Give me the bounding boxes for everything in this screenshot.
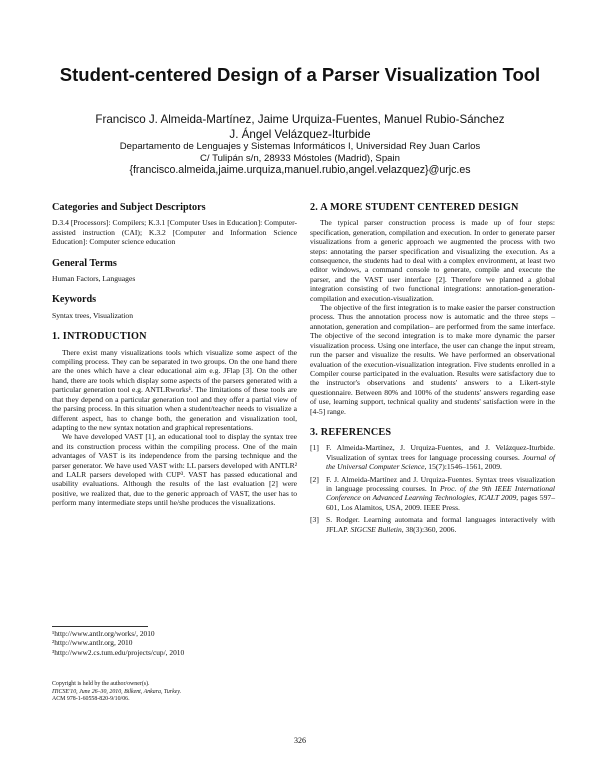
references-section <box>310 428 555 534</box>
conference-line: ITiCSE'10, June 26–30, 2010, Bilkent, Ankara, Turkey. <box>52 688 182 695</box>
reference-venue: SIGCSE Bulletin <box>350 524 402 534</box>
introduction-paragraph-2: We have developed VAST [1], an educational tool to display the syntax tree and its construction process within the compiling process. One of the main advantages of VAST is its independence from the parsing technique and the parser generator. We have used VAST with: LL parsers developed with ANTLR² and LALR parsers developed with CUP³. VAST has passed educational and usability evaluations. Although the results of the last evaluation [2] were positive, we realized that, due to the generic approach of VAST, the user has to perform many intermediate steps until he/she produces the visualizations. <box>52 432 297 508</box>
footnote: ²http://www.antlr.org, 2010 <box>52 638 133 648</box>
reference-number: [2] <box>310 474 319 484</box>
introduction-section <box>52 332 297 507</box>
general-terms-section <box>52 259 297 284</box>
reference-list <box>310 443 555 534</box>
page-number: 326 <box>294 736 306 745</box>
categories-heading: Categories and Subject Descriptors <box>52 202 206 213</box>
reference-text: S. Rodger. Learning automata and formal languages interactively with JFLAP. <box>326 515 555 534</box>
isbn-line: ACM 978-1-60558-820-9/10/06. <box>52 696 130 703</box>
author-list <box>40 112 560 142</box>
reference-text: F. Almeida-Martínez, J. Urquiza-Fuentes, and J. Velázquez-Iturbide. Visualization of syntax trees for language processing courses. <box>326 443 555 462</box>
reference-tail: , 38(3):360, 2006. <box>401 524 457 534</box>
general-terms-heading: General Terms <box>52 257 117 269</box>
left-column <box>52 203 297 508</box>
copyright-line: Copyright is held by the author/owner(s). <box>52 681 150 687</box>
section-2 <box>310 203 555 416</box>
right-column <box>310 203 555 537</box>
footnote: ¹http://www.antlr.org/works/, 2010 <box>52 629 155 638</box>
keywords-section <box>52 295 297 320</box>
reference-item <box>310 475 555 513</box>
general-terms-text: Human Factors, Languages <box>52 274 136 284</box>
copyright-notice <box>52 681 297 704</box>
footnotes <box>52 626 297 657</box>
authors-line-2: J. Ángel Velázquez-Iturbide <box>229 128 371 141</box>
footnote-rule <box>52 626 148 627</box>
section-2-heading: 2. A MORE STUDENT CENTERED DESIGN <box>310 202 519 213</box>
reference-item <box>310 443 555 471</box>
references-heading: 3. REFERENCES <box>310 426 392 438</box>
reference-number: [3] <box>310 515 319 525</box>
affiliation-line-1: Departamento de Lenguajes y Sistemas Informáticos I, Universidad Rey Juan Carlos <box>119 141 481 152</box>
reference-venue: Journal of the Universal Computer Science <box>326 452 555 472</box>
introduction-paragraph-1: There exist many visualizations tools which visualize some aspect of the compiling process. They can be separated in two groups. On the one hand there are the ones which have a clear educational aim e.g. JFlap [3]. On the other hand, there are tools which display some aspects of the parsers generated with a particular generation tool e.g. ANTLRworks¹. The limitations of these tools are that they depend on a particular generation tool and they offer a partial view of the parsing process. In this situation when a student/teacher needs to visualize a different aspect, has to change both, the generation and visualization tool, adapting to the new syntax notation and graphical representations. <box>52 347 297 432</box>
paper-title: Student-centered Design of a Parser Visualization Tool <box>59 64 541 85</box>
author-emails: {francisco.almeida,jaime.urquiza,manuel.rubio,angel.velazquez}@urjc.es <box>129 164 471 176</box>
introduction-heading: 1. INTRODUCTION <box>52 331 147 343</box>
reference-text: F. J. Almeida-Martínez and J. Urquiza-Fuentes. Syntax trees visualization in language processing courses. In <box>326 474 555 493</box>
reference-tail: , 15(7):1546–1561, 2009. <box>424 462 502 472</box>
reference-venue: Proc. of the 9th IEEE International Conference on Advanced Learning Technologies, ICALT 2009 <box>326 483 555 503</box>
reference-item <box>310 515 555 534</box>
affiliation-line-2: C/ Tulipán s/n, 28933 Móstoles (Madrid), Spain <box>200 152 400 164</box>
keywords-heading: Keywords <box>52 294 97 306</box>
section-2-paragraph-2: The objective of the first integration is to make easier the parser construction process. Thus the annotation process now is automatic and the three steps –annotation, generation and compilation– are performed from the same interface. The objective of the second integration is to make more dynamic the parser visualization process. Using one interface, the user can change the input stream, run the parser and visualize the results. We have performed an observational evaluation of the execution-visualization integration. Five students enrolled in a Compiler course participated in the evaluation. Results were satisfactory due to the instructor's observations and students' answers to a Likert-style questionnaire. Between 80% and 100% of the students' answers regarding ease of use, learning support, technical quality and students' satisfaction were in the [4-5] range. <box>310 303 555 416</box>
categories-text: D.3.4 [Processors]: Compilers; K.3.1 [Computer Uses in Education]: Computer-assisted instruction (CAI); K.3.2 [Computer and Information Science Education]: Computer science education <box>52 218 297 247</box>
categories-section <box>52 203 297 247</box>
reference-tail: , pages 597–601, Los Alamitos, USA, 2009. IEEE Press. <box>326 493 555 512</box>
reference-number: [1] <box>310 443 319 453</box>
affiliation <box>40 141 560 177</box>
footnote: ³http://www2.cs.tum.edu/projects/cup/, 2010 <box>52 647 185 657</box>
section-2-paragraph-1: The typical parser construction process is made up of four steps: specification, generation, compilation and execution. In order to generate parser visualizations from a generic approach we augmented the process with two steps: annotating the parser specification and visualizing the execution. As a consequence, the students had to deal with a complex environment, at least two editor windows, a command console to generate, compile and execute the parser, and the VAST user interface [2]. Therefore we planned a global integration consisting of two functional integrations: annotation-generation-compilation and execution-visualization. <box>310 218 555 303</box>
authors-line-1: Francisco J. Almeida-Martínez, Jaime Urquiza-Fuentes, Manuel Rubio-Sánchez <box>95 113 505 126</box>
keywords-text: Syntax trees, Visualization <box>52 310 134 320</box>
